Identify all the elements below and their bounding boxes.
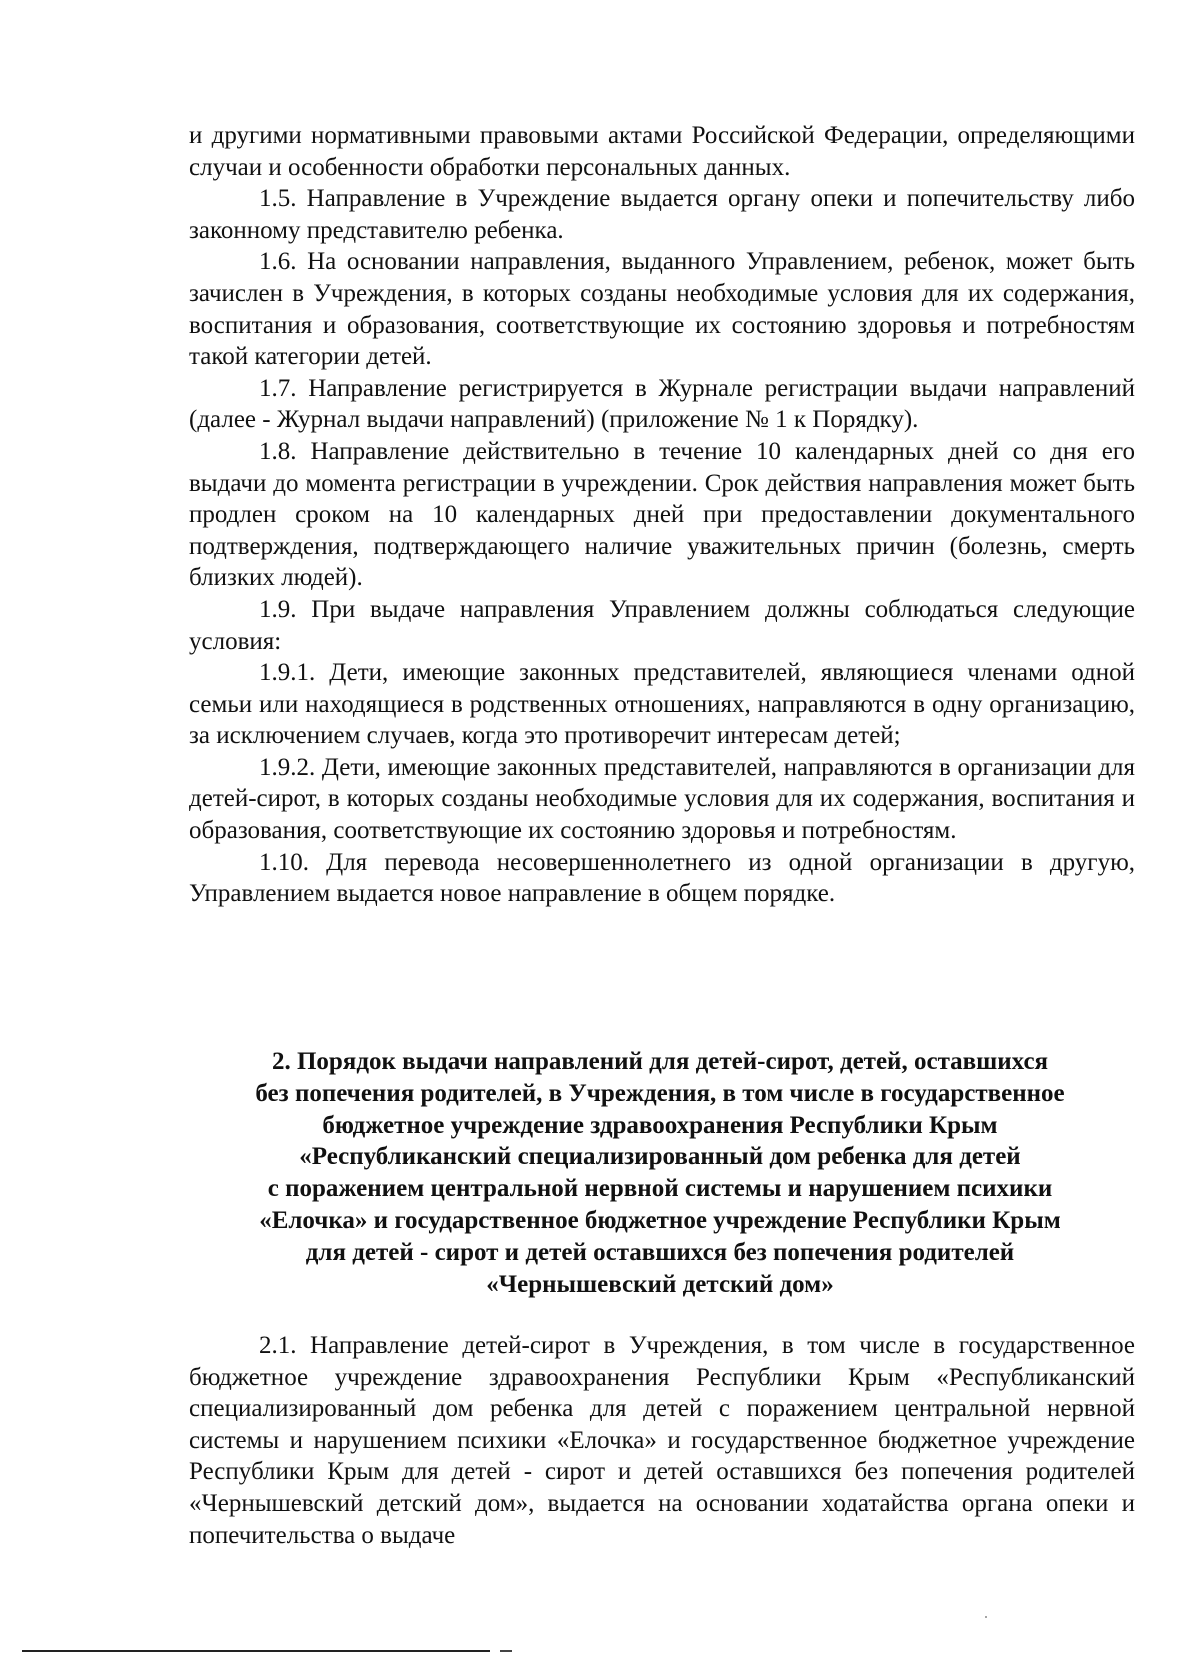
heading-line: без попечения родителей, в Учреждения, в том числе в государственное bbox=[255, 1079, 1065, 1107]
heading-line: «Чернышевский детский дом» bbox=[486, 1270, 834, 1298]
body-text-bottom bbox=[189, 1330, 1135, 1551]
paragraph-1-6: 1.6. На основании направления, выданного Управлением, ребенок, может быть зачислен в Учреждения, в которых созданы необходимые условия для их содержания, воспитания и образования, соответствующие их состоянию здоровья и потребностям такой категории детей. bbox=[189, 248, 1135, 371]
heading-line: с поражением центральной нервной системы и нарушением психики bbox=[267, 1175, 1053, 1203]
footer-rule bbox=[22, 1650, 490, 1652]
paragraph-1-7: 1.7. Направление регистрируется в Журнале регистрации выдачи направлений (далее - Журнал выдачи направлений) (приложение № 1 к Порядку). bbox=[189, 374, 1135, 434]
paragraph-1-9-1: 1.9.1. Дети, имеющие законных представителей, являющиеся членами одной семьи или находящиеся в родственных отношениях, направляются в одну организацию, за исключением случаев, когда это противоречит интересам детей; bbox=[189, 659, 1135, 750]
paragraph-1-9-2: 1.9.2. Дети, имеющие законных представителей, направляются в организации для детей-сирот, в которых созданы необходимые условия для их содержания, воспитания и образования, соответствующие их состоянию здоровья и потребностям. bbox=[189, 753, 1135, 845]
paragraph-continuation: и другими нормативными правовыми актами Российской Федерации, определяющими случаи и особенности обработки персональных данных. bbox=[189, 122, 1135, 181]
body-text-top bbox=[189, 120, 1135, 910]
paragraph-1-8: 1.8. Направление действительно в течение 10 календарных дней со дня его выдачи до момента регистрации в учреждении. Срок действия направления может быть продлен сроком на 10 календарных дней при предоставлении документального подтверждения, подтверждающего наличие уважительных причин (болезнь, смерть близких людей). bbox=[189, 437, 1135, 592]
paragraph-1-10: 1.10. Для перевода несовершеннолетнего из одной организации в другую, Управлением выдается новое направление в общем порядке. bbox=[189, 848, 1135, 908]
section-2-heading bbox=[170, 1046, 1150, 1300]
heading-line: «Республиканский специализированный дом ребенка для детей bbox=[299, 1143, 1021, 1171]
heading-line: для детей - сирот и детей оставшихся без попечения родителей bbox=[305, 1238, 1015, 1266]
scan-speck bbox=[985, 1616, 987, 1618]
heading-line: «Елочка» и государственное бюджетное учреждение Республики Крым bbox=[259, 1206, 1061, 1234]
heading-line: бюджетное учреждение здравоохранения Республики Крым bbox=[322, 1111, 998, 1139]
footer-dash bbox=[500, 1650, 512, 1652]
heading-line: 2. Порядок выдачи направлений для детей-сирот, детей, оставшихся bbox=[271, 1048, 1049, 1075]
paragraph-1-9: 1.9. При выдаче направления Управлением должны соблюдаться следующие условия: bbox=[189, 595, 1135, 655]
paragraph-2-1: 2.1. Направление детей-сирот в Учреждения, в том числе в государственное бюджетное учреждение здравоохранения Республики Крым «Республиканский специализированный дом ребенка для детей с поражением центральной нервной системы и нарушением психики «Елочка» и государственное бюджетное учреждение Республики Крым для детей - сирот и детей оставшихся без попечения родителей «Чернышевский детский дом», выдается на основании ходатайства органа опеки и попечительства о выдаче bbox=[189, 1332, 1135, 1549]
paragraph-1-5: 1.5. Направление в Учреждение выдается органу опеки и попечительству либо законному представителю ребенка. bbox=[189, 185, 1135, 244]
